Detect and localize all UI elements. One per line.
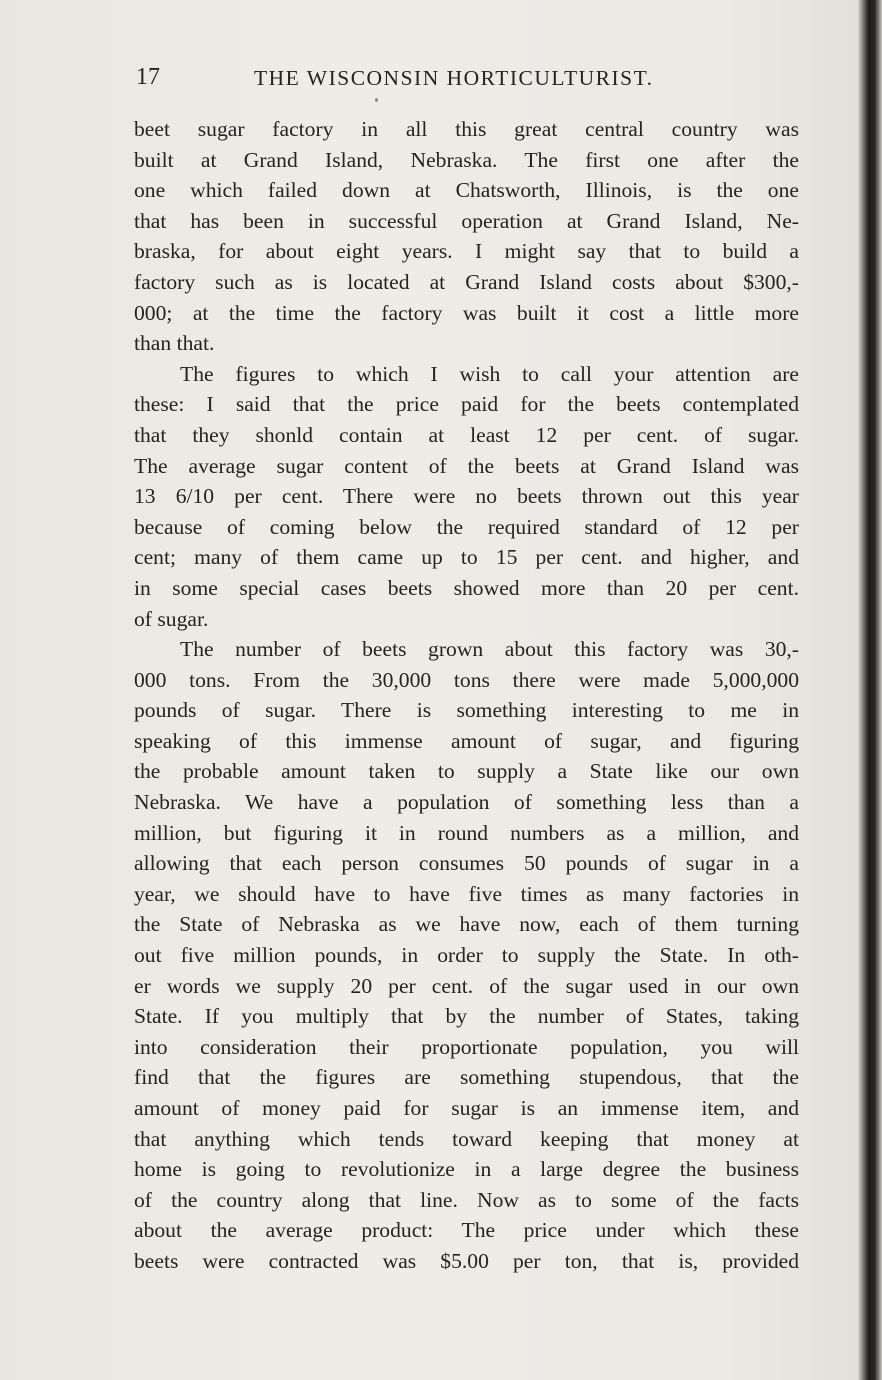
page-number: 17 <box>136 64 160 90</box>
text-line: find that the figures are something stupendous, that the <box>134 1065 799 1090</box>
text-line: The figures to which I wish to call your attention are <box>180 361 799 386</box>
text-line: year, we should have to have five times as many factories in <box>134 881 799 906</box>
text-line: cent; many of them came up to 15 per cent. and higher, and <box>134 545 799 570</box>
running-head: THE WISCONSIN HORTICULTURIST. <box>254 66 654 90</box>
book-binding-edge <box>858 0 882 1380</box>
text-line: 000 tons. From the 30,000 tons there were made 5,000,000 <box>134 667 799 692</box>
text-line: into consideration their proportionate population, you will <box>134 1034 799 1059</box>
text-line: one which failed down at Chatsworth, Illinois, is the one <box>134 178 799 203</box>
text-line: these: I said that the price paid for the beets contemplated <box>134 392 799 417</box>
text-line: that they shonld contain at least 12 per cent. of sugar. <box>134 422 799 447</box>
text-line: because of coming below the required standard of 12 per <box>134 514 799 539</box>
text-line: built at Grand Island, Nebraska. The first one after the <box>134 147 799 172</box>
text-line: that has been in successful operation at Grand Island, Ne- <box>134 208 799 233</box>
text-line: beets were contracted was $5.00 per ton, that is, provided <box>134 1248 799 1273</box>
paragraph-1 <box>134 114 799 359</box>
print-speck <box>375 98 378 102</box>
page-header <box>136 60 800 94</box>
text-line: pounds of sugar. There is something interesting to me in <box>134 698 799 723</box>
text-line: The number of beets grown about this factory was 30,- <box>180 637 799 662</box>
text-line: factory such as is located at Grand Island costs about $300,- <box>134 269 799 294</box>
text-line: speaking of this immense amount of sugar, and figuring <box>134 728 799 753</box>
text-line: out five million pounds, in order to supply the State. In oth- <box>134 943 799 968</box>
text-line: Nebraska. We have a population of something less than a <box>134 790 799 815</box>
text-line: about the average product: The price under which these <box>134 1218 799 1243</box>
text-line: in some special cases beets showed more than 20 per cent. <box>134 575 799 600</box>
text-line: that anything which tends toward keeping that money at <box>134 1126 799 1151</box>
text-line: 000; at the time the factory was built it cost a little more <box>134 300 799 325</box>
text-line: home is going to revolutionize in a large degree the business <box>134 1157 799 1182</box>
body-text <box>134 114 799 1277</box>
text-line: amount of money paid for sugar is an immense item, and <box>134 1096 799 1120</box>
paragraph-3 <box>134 634 799 1276</box>
paragraph-2 <box>134 359 799 634</box>
text-line: braska, for about eight years. I might say that to build a <box>134 239 799 264</box>
text-line: State. If you multiply that by the number of States, taking <box>134 1004 799 1029</box>
text-line: million, but figuring it in round numbers as a million, and <box>134 820 799 845</box>
text-line: beet sugar factory in all this great central country was <box>134 117 799 141</box>
text-line: allowing that each person consumes 50 pounds of sugar in a <box>134 851 799 876</box>
text-line: of sugar. <box>134 606 209 631</box>
text-line: The average sugar content of the beets at Grand Island was <box>134 453 799 478</box>
text-line: 13 6/10 per cent. There were no beets thrown out this year <box>134 484 799 509</box>
text-line: er words we supply 20 per cent. of the sugar used in our own <box>134 973 799 998</box>
text-line: the State of Nebraska as we have now, each of them turning <box>134 912 799 937</box>
text-line: of the country along that line. Now as to some of the facts <box>134 1187 799 1212</box>
text-line: than that. <box>134 331 215 356</box>
text-line: the probable amount taken to supply a State like our own <box>134 759 799 784</box>
